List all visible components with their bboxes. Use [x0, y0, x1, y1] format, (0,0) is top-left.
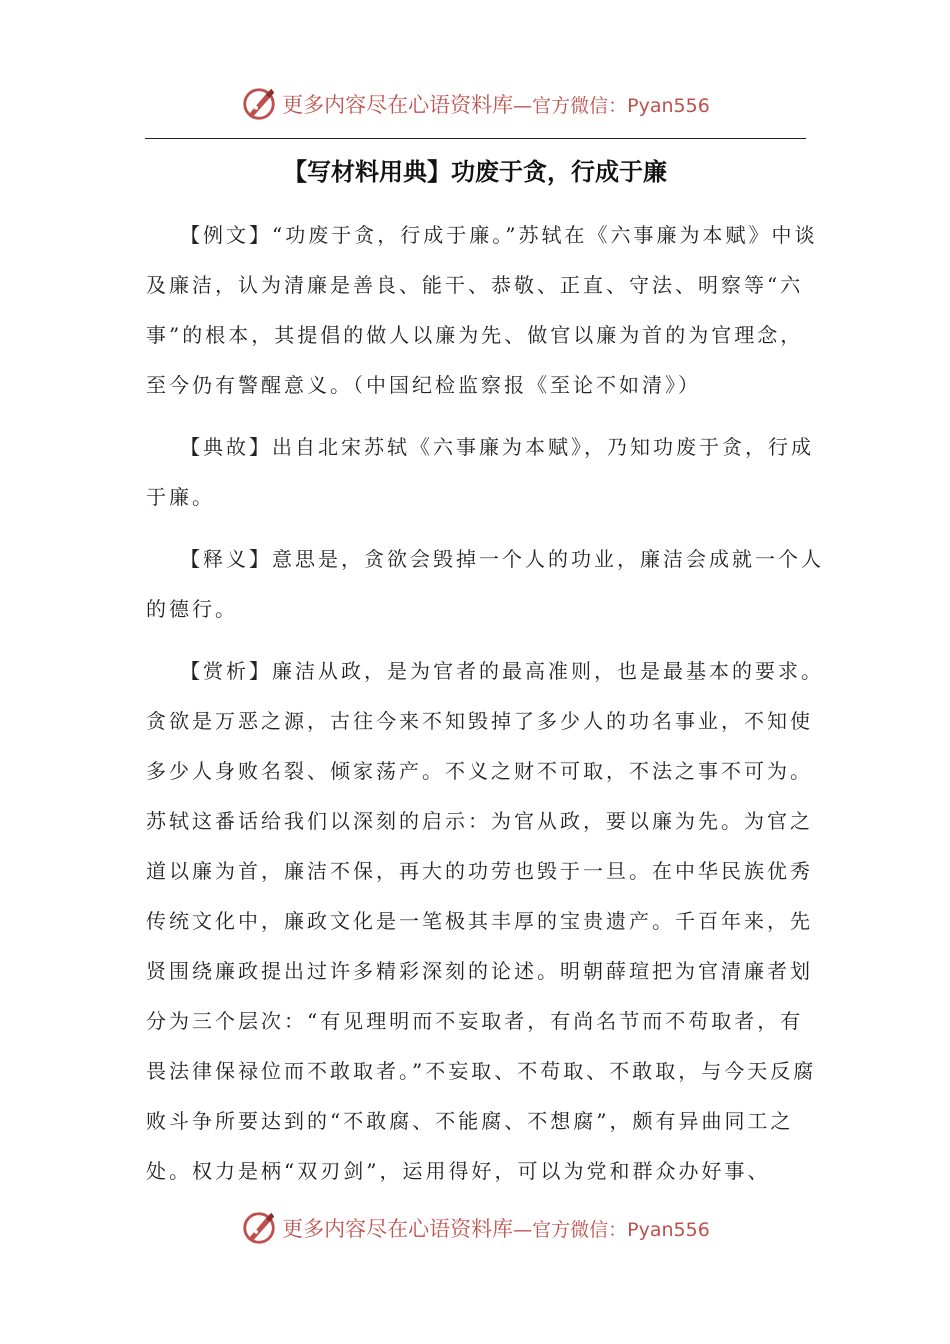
header-banner-contact: —官方微信：Pyan556 [513, 94, 710, 117]
header-divider [145, 138, 806, 139]
header-watermark [0, 82, 950, 126]
footer-banner-text: 更多内容尽在心语资料库 [282, 1217, 514, 1241]
document-title: 【写材料用典】功废于贪，行成于廉 [283, 158, 667, 186]
header-banner-text: 更多内容尽在心语资料库 [282, 93, 514, 117]
paragraph-example: 【例文】“功废于贪，行成于廉。”苏轼在《六事廉为本赋》中谈及廉洁，认为清廉是善良、能干、恭敬、正直、守法、明察等“六事”的根本，其提倡的做人以廉为先、做官以廉为首的为官理念，至今仍有警醒意义。（中国纪检监察报《至论不如清》） [146, 223, 818, 397]
pen-nib-logo-icon [240, 1209, 278, 1247]
pen-nib-logo-icon [240, 85, 278, 123]
footer-watermark [0, 1206, 950, 1250]
paragraph-appreciation: 【赏析】廉洁从政，是为官者的最高准则，也是最基本的要求。贪欲是万恶之源，古往今来不知毁掉了多少人的功名事业，不知使多少人身败名裂、倾家荡产。不义之财不可取，不法之事不可为。苏轼这番话给我们以深刻的启示：为官从政，要以廉为先。为官之道以廉为首，廉洁不保，再大的功劳也毁于一旦。在中华民族优秀传统文化中，廉政文化是一笔极其丰厚的宝贵遗产。千百年来，先贤围绕廉政提出过许多精彩深刻的论述。明朝薛瑄把为官清廉者划分为三个层次：“有见理明而不妄取者，有尚名节而不苟取者，有畏法律保禄位而不敢取者。”不妄取、不苟取、不敢取，与今天反腐败斗争所要达到的“不敢腐、不能腐、不想腐”，颇有异曲同工之处。权力是柄“双刃剑”，运用得好，可以为党和群众办好事、 [146, 659, 824, 1183]
footer-banner-contact: —官方微信：Pyan556 [513, 1218, 710, 1241]
document-body [146, 210, 826, 1208]
paragraph-meaning: 【释义】意思是，贪欲会毁掉一个人的功业，廉洁会成就一个人的德行。 [146, 547, 824, 621]
paragraph-source: 【典故】出自北宋苏轼《六事廉为本赋》，乃知功废于贪，行成于廉。 [146, 435, 814, 509]
